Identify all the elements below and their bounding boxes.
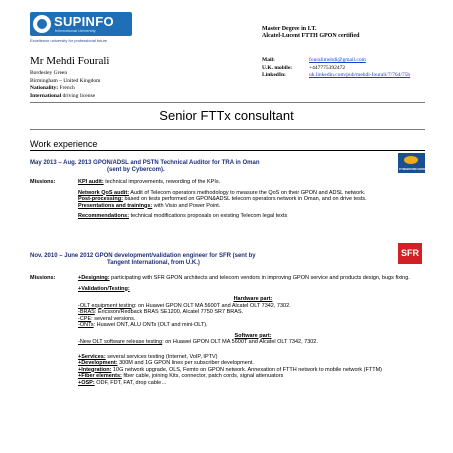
fiber-label: +Fiber elements:: [78, 373, 122, 379]
qos-text: Audit of Telecom operators methodology to measure the QoS on their GPON and ADSL network.: [129, 189, 366, 196]
olt-text: : on Huawei GPON OLT MA 5600T and Alcatel OLT 7342, 7302.: [134, 302, 291, 309]
post-text: based on tests performed on GPON&ADSL telecom operators network in Oman, and on drive tests.: [122, 196, 367, 202]
supinfo-logo: [30, 12, 132, 36]
pres-text: with Visio and Power Point.: [152, 202, 221, 209]
job2-heading: [30, 253, 256, 267]
logo-subtitle: International University: [55, 28, 96, 33]
job2-missions: [78, 275, 428, 386]
license-label: International: [30, 92, 62, 99]
sfr-logo: SFR: [398, 243, 422, 264]
nationality-row: [30, 85, 100, 93]
logo-name: SUPINFO: [54, 14, 114, 29]
development-label: +Development:: [78, 360, 118, 366]
job1-missions-label: Missions:: [30, 179, 56, 185]
nationality-label: Nationality:: [30, 85, 59, 91]
job2-title-sub: Tangent International, from U.K.): [107, 260, 200, 266]
job1-title: May 2013 – Aug. 2013 GPON/ADSL and PSTN Technical Auditor for TRA in Oman: [30, 160, 260, 166]
bras-text: : Ericsson/Redback BRAS SE1200, Alcatel 7750 SR7 BRAS.: [94, 309, 244, 315]
address-line-2: Birmingham – United Kingdom: [30, 77, 101, 84]
bras-label: -BRAS: [78, 309, 95, 315]
design-label: +Designing:: [78, 275, 110, 281]
services-label: +Services:: [78, 353, 106, 360]
linkedin-link[interactable]: uk.linkedin.com/pub/mehdi-fourali/7/764/75b: [309, 72, 411, 78]
hardware-label: Hardware part:: [233, 296, 273, 302]
logo-tagline: Excellence university for professional future: [30, 38, 108, 43]
license-row: [30, 93, 100, 101]
document-title: Senior FTTx consultant: [159, 108, 294, 123]
cpe-label: -CPE: [78, 315, 92, 322]
degree-block: [262, 26, 359, 40]
validation-label: +Validation/Testing:: [78, 285, 130, 292]
sw-text: : on Huawei GPON OLT MA 5600T and Alcatel OLT 7342, 7302.: [162, 339, 318, 345]
job1-rec: [78, 213, 428, 220]
mail-row: [262, 57, 410, 65]
title-bottom-rule: [30, 129, 425, 130]
title-top-rule: [30, 102, 425, 103]
fiber-text: fiber cable, joining Kits, connector, patch cords, signal attenuators: [121, 373, 284, 379]
mail-link[interactable]: fouralimehdi@gmail.com: [309, 57, 366, 63]
cybercom-logo-text: CYBERCOM GROUP: [399, 167, 429, 171]
ont-label: -ONTs: [78, 322, 94, 328]
nationality-value: French: [58, 85, 75, 91]
sw-release-label: -New OLT software release testing: [78, 339, 163, 345]
job2-design: [78, 275, 428, 282]
certification-line: Alcatel-Lucent FTTH GPON certified: [262, 33, 360, 39]
pres-label: Presentations and trainings:: [78, 202, 153, 209]
person-name: Mr Mehdi Fourali: [30, 55, 110, 67]
ont-text: : Huawei ONT, ALU ONTs (OLT and mini-OLT).: [93, 322, 208, 328]
rec-text: technical modifications proposals on existing Telecom legal texts: [129, 213, 288, 219]
license-value: driving license: [61, 92, 96, 99]
rec-label: Recommendations:: [78, 213, 130, 219]
globe-icon: [33, 15, 51, 33]
job1-title-sub: (sent by Cybercom).: [107, 167, 165, 173]
person-info: [30, 70, 100, 100]
development-text: 300M and 1G GPON lines per subscriber development.: [117, 360, 254, 366]
contact-block: [262, 57, 410, 80]
address-line-1: Bordesley Green: [30, 70, 68, 76]
mail-label: Mail:: [262, 57, 275, 63]
integration-text: 10G network upgrade, OLS, Femto on GPON network. Annexation of FTTH network to mobile network (FTTM): [111, 366, 382, 373]
cpe-text: : several versions.: [91, 315, 136, 322]
software-label: Software part:: [234, 332, 272, 339]
section-heading: Work experience: [30, 139, 98, 149]
job2-osp: [78, 380, 428, 387]
job1-heading: [30, 160, 260, 174]
olt-label: -OLT equipment testing: [78, 302, 135, 309]
job2-missions-label: Missions:: [30, 275, 56, 281]
job2-title: Nov. 2010 – June 2012 GPON development/validation engineer for SFR (sent by: [30, 253, 256, 259]
degree-line: Master Degree in I.T.: [262, 26, 317, 32]
services-text: several services testing (Internet, VoIP, IPTV): [105, 353, 218, 360]
linkedin-label: LinkedIn:: [262, 72, 286, 78]
osp-label: +OSP:: [78, 379, 95, 386]
mobile-value: +447775392472: [309, 64, 346, 71]
osp-text: ODF, FDT, FAT, drop cable…: [94, 379, 167, 386]
cybercom-logo: [398, 153, 429, 173]
qos-label: Network QoS audit:: [78, 189, 130, 196]
mobile-row: [262, 65, 410, 73]
integration-label: +Integration:: [78, 366, 112, 373]
section-rule: [30, 150, 425, 151]
kpi-label: KPI audit:: [78, 179, 104, 185]
kpi-text: technical improvements, rewording of the KPIs.: [103, 179, 221, 185]
post-label: Post-processing:: [78, 196, 123, 202]
mobile-label: U.K. mobile:: [262, 64, 293, 71]
job1-missions: [78, 179, 428, 220]
linkedin-row: [262, 72, 410, 80]
design-text: participating with SFR GPON architects and telecom vendors in improving GPON service and products design, bugs fixing.: [109, 275, 410, 281]
